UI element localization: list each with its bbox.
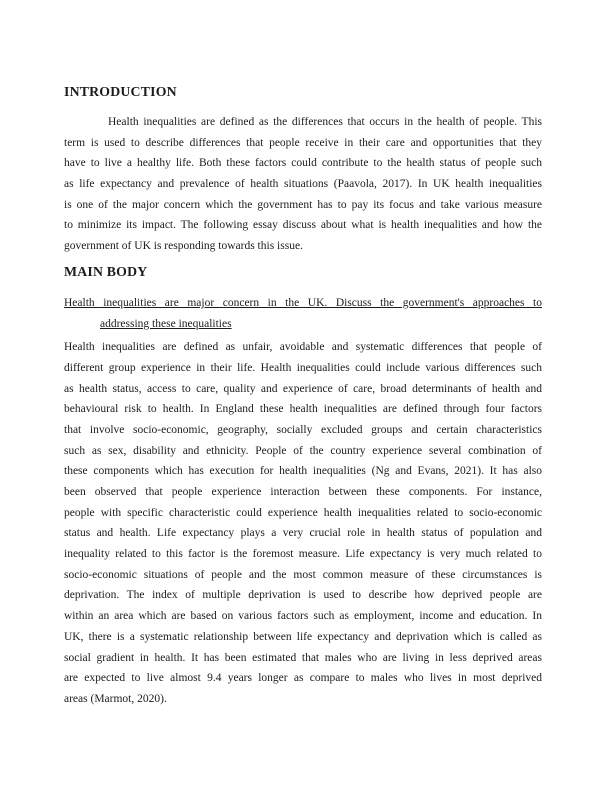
text-line: inequality related to this factor is the foremost measure. Life expectancy is very much related to <box>64 548 542 561</box>
text-line: have to live a healthy life. Both these factors could contribute to the health status of people such <box>64 157 542 170</box>
text-line: within an area which are based on various factors such as employment, income and education. In <box>64 610 542 623</box>
text-line: UK, there is a systematic relationship between life expectancy and deprivation which is called as <box>64 630 542 643</box>
text-line: these components which has execution for health inequalities (Ng and Evans, 2021). It has also <box>64 465 542 478</box>
text-line: that involve socio-economic, geography, socially excluded groups and certain characteristics <box>64 423 542 436</box>
text-line: status and health. Life expectancy plays a very crucial role in health status of population and <box>64 527 542 540</box>
text-line: is one of the major concern which the government has to pay its focus and take various measure <box>64 198 542 211</box>
text-line: deprivation. The index of multiple deprivation is used to describe how deprived people are <box>64 589 542 602</box>
text-line: term is used to describe differences that people receive in their care and opportunities that they <box>64 136 542 149</box>
main-body-paragraph <box>64 337 542 709</box>
essay-question-subheading <box>64 293 542 334</box>
intro-paragraph <box>64 112 542 257</box>
text-line: behavioural risk to health. In England these health inequalities are defined through four factors <box>64 403 542 416</box>
text-line: as life expectancy and prevalence of health situations (Paavola, 2017). In UK health inequalities <box>64 178 542 191</box>
text-line: are expected to live almost 9.4 years longer as compare to males who lives in most deprived <box>64 672 542 685</box>
text-line: Health inequalities are major concern in the UK. Discuss the government's approaches to <box>64 296 542 309</box>
text-line: to minimize its impact. The following essay discuss about what is health inequalities and how the <box>64 219 542 232</box>
text-line: socio-economic situations of people and the most common measure of these circumstances is <box>64 568 542 581</box>
text-line: as health status, access to care, quality and experience of care, broad determinants of health and <box>64 382 542 395</box>
text-line: such as sex, disability and ethnicity. People of the country experience several combination of <box>64 444 542 457</box>
intro-heading: INTRODUCTION <box>64 84 177 99</box>
main-body-heading: MAIN BODY <box>64 263 148 279</box>
text-line: Health inequalities are defined as unfair, avoidable and systematic differences that people of <box>64 341 542 354</box>
text-line: different group experience in their life. Health inequalities could include various differences such <box>64 361 542 374</box>
text-line: Health inequalities are defined as the differences that occurs in the health of people. This <box>108 116 542 128</box>
text-line: areas (Marmot, 2020). <box>64 692 167 705</box>
text-line: government of UK is responding towards this issue. <box>64 240 303 253</box>
text-line: people with specific characteristic could experience health inequalities related to socio-economic <box>64 506 542 519</box>
text-line: social gradient in health. It has been estimated that males who are living in less deprived areas <box>64 651 542 664</box>
text-line: been observed that people experience interaction between these components. For instance, <box>64 486 542 498</box>
text-line: addressing these inequalities <box>100 317 232 330</box>
